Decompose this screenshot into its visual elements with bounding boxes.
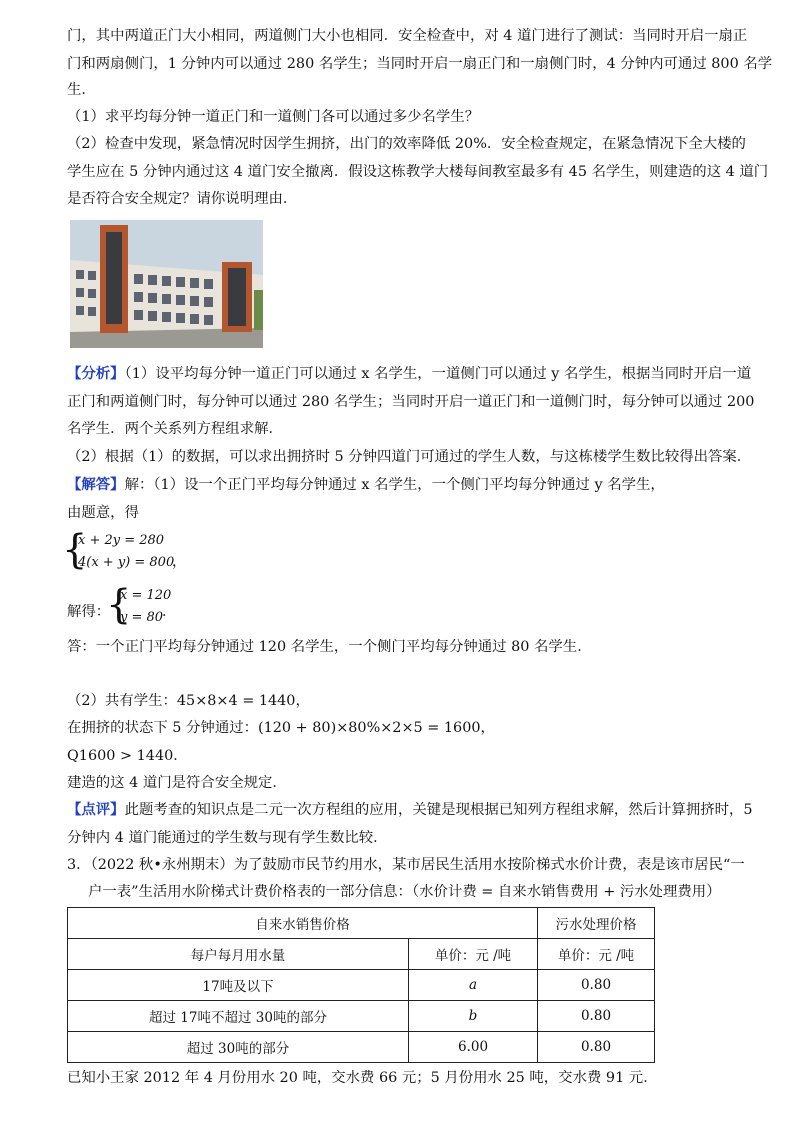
- equation-system-1: [78, 530, 174, 574]
- table-header-cell: 污水处理价格: [538, 908, 655, 939]
- question-2-line: 学生应在 5 分钟内通过这 4 道门安全撤离．假设这栋教学大楼每间教室最多有 45 名学生，则建造的这 4 道门: [67, 164, 769, 180]
- table-row: [68, 1032, 655, 1063]
- table-cell: 超过 30吨的部分: [68, 1032, 409, 1063]
- solution-part-2: （2）共有学生：45×8×4 = 1440，: [67, 693, 310, 709]
- table-header-cell: 单价：元 /吨: [409, 939, 538, 970]
- equation-brace: {: [62, 527, 88, 573]
- table-header-cell: 每户每月用水量: [68, 939, 409, 970]
- table-cell: 17吨及以下: [68, 970, 409, 1001]
- table-cell: a: [409, 970, 538, 1001]
- equation-line: 4(x + y) = 800: [78, 555, 175, 570]
- analysis-tag: 【分析】: [67, 365, 125, 382]
- table-cell: 0.80: [538, 1032, 655, 1063]
- equation-line: x = 120: [120, 588, 172, 603]
- table-header-cell: 单价：元 /吨: [538, 939, 655, 970]
- equation-line: y = 80: [120, 610, 164, 625]
- table-row: [68, 970, 655, 1001]
- equation-punct: ．: [162, 604, 177, 620]
- problem-text-line: 生．: [67, 82, 96, 98]
- solution-text: 解：（1）设一个正门平均每分钟通过 x 名学生，一个侧门平均每分钟通过 y 名学生，: [124, 477, 665, 493]
- table-header-row: [68, 908, 655, 939]
- table-cell: 超过 17吨不超过 30吨的部分: [68, 1001, 409, 1032]
- comment-line: [67, 800, 753, 820]
- solution-label: 解得：: [67, 604, 111, 620]
- problem-text-line: 门和两扇侧门，1 分钟内可以通过 280 名学生；当同时开启一扇正门和一扇侧门时，4 分钟内可通过 800 名学: [67, 56, 773, 72]
- table-header-cell: 自来水销售价格: [68, 908, 538, 939]
- analysis-line: 名学生．两个关系列方程组求解．: [67, 421, 283, 437]
- equation-line: x + 2y = 280: [78, 533, 165, 548]
- solution-part-2: 在拥挤的状态下 5 分钟通过：(120 + 80)×80%×2×5 = 1600，: [67, 720, 495, 736]
- water-price-table: [67, 907, 655, 1063]
- solution-tag: 【解答】: [67, 476, 125, 493]
- equation-brace: {: [106, 582, 132, 628]
- answer-1: 答：一个正门平均每分钟通过 120 名学生，一个侧门平均每分钟通过 80 名学生．: [67, 639, 592, 655]
- problem-text-line: 门，其中两道正门大小相同，两道侧门大小也相同．安全检查中，对 4 道门进行了测试：当同时开启一扇正: [67, 28, 748, 44]
- question-2-line: 是否符合安全规定？请你说明理由．: [67, 191, 298, 207]
- table-cell: b: [409, 1001, 538, 1032]
- solution-part-2: 建造的这 4 道门是符合安全规定．: [67, 775, 287, 791]
- solution-line: 由题意，得: [67, 505, 139, 521]
- school-building-image: [70, 220, 263, 348]
- question-2-line: （2）检查中发现，紧急情况时因学生拥挤，出门的效率降低 20%．安全检查规定，在紧急情况下全大楼的: [67, 136, 746, 152]
- table-subheader-row: [68, 939, 655, 970]
- table-row: [68, 1001, 655, 1032]
- analysis-line: [67, 364, 752, 384]
- comment-text: 此题考查的知识点是二元一次方程组的应用，关键是现根据已知列方程组求解，然后计算拥挤时，5: [124, 802, 753, 818]
- solution-line: [67, 475, 732, 495]
- question-3-line: 3．（2022 秋•永州期末）为了鼓励市民节约用水，某市居民生活用水按阶梯式水价计费，表是该市居民“一: [67, 857, 745, 873]
- question-1: （1）求平均每分钟一道正门和一道侧门各可以通过多少名学生？: [67, 109, 480, 125]
- comment-line: 分钟内 4 道门能通过的学生数与现有学生数比较．: [67, 830, 388, 846]
- analysis-line: （2）根据（1）的数据，可以求出拥挤时 5 分钟四道门可通过的学生人数，与这栋楼学生数比较得出答案．: [67, 449, 752, 465]
- table-cell: 0.80: [538, 1001, 655, 1032]
- equation-punct: ，: [172, 554, 187, 570]
- question-3-line: 户一表”生活用水阶梯式计费价格表的一部分信息：（水价计费 = 自来水销售费用 + 污水处理费用）: [88, 884, 721, 900]
- analysis-line: 正门和两道侧门时，每分钟可以通过 280 名学生；当同时开启一道正门和一道侧门时，每分钟可以通过 200: [67, 394, 755, 410]
- table-cell: 0.80: [538, 970, 655, 1001]
- solution-part-2: Q1600 > 1440．: [67, 748, 188, 764]
- analysis-text: （1）设平均每分钟一道正门可以通过 x 名学生，一道侧门可以通过 y 名学生，根据当同时开启一道: [124, 366, 752, 382]
- question-3-given: 已知小王家 2012 年 4 月份用水 20 吨，交水费 66 元；5 月份用水 25 吨，交水费 91 元．: [67, 1070, 658, 1086]
- table-cell: 6.00: [409, 1032, 538, 1063]
- comment-tag: 【点评】: [67, 801, 125, 818]
